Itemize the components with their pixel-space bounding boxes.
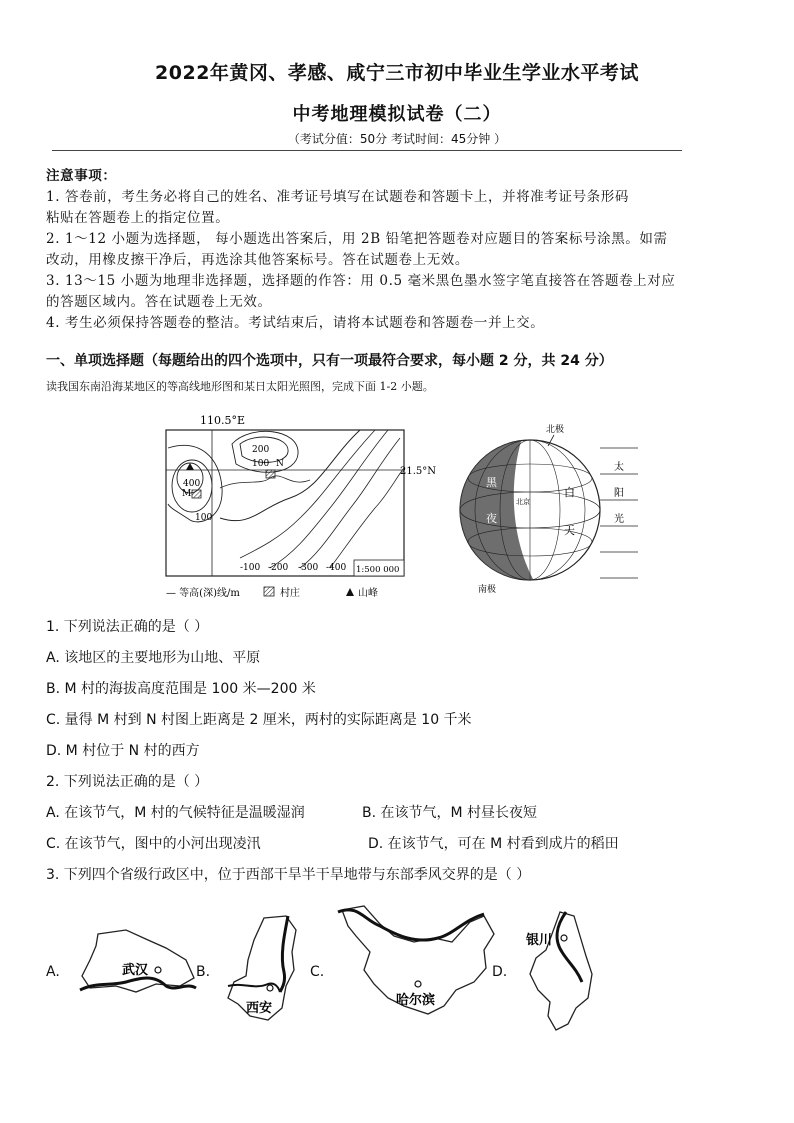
heilongjiang-map: [334, 902, 504, 1022]
depth-label: -300: [298, 563, 319, 573]
header-divider: [52, 150, 682, 151]
question-1: 1. 下列说法正确的是（ ）: [46, 619, 209, 635]
globe-figure: [450, 418, 640, 596]
contour-map-figure: [160, 408, 437, 604]
q2-option-d[interactable]: D. 在该节气，可在 M 村看到成片的稻田: [368, 836, 619, 852]
legend-peak: 山峰: [358, 588, 378, 599]
night-label-2: 夜: [486, 512, 497, 525]
legend-village: 村庄: [280, 588, 300, 599]
legend-contour: — 等高(深)线/m: [166, 588, 240, 599]
sun-label-1: 太: [614, 462, 624, 473]
label-100: 100: [252, 459, 270, 469]
q3-option-d[interactable]: D.: [492, 964, 508, 980]
village-m-icon: [192, 490, 201, 498]
city-yinchuan: 银川: [526, 933, 553, 948]
city-wuhan: 武汉: [122, 963, 149, 978]
notice-line: 2. 1～12 小题为选择题， 每小题选出答案后，用 2B 铅笔把答题卷对应题目的答案标号涂黑。如需: [46, 231, 668, 247]
label-400: 400: [183, 479, 201, 489]
q1-option-b[interactable]: B. M 村的海拔高度范围是 100 米—200 米: [46, 681, 316, 697]
notice-line: 粘贴在答题卷上的指定位置。: [46, 210, 230, 226]
north-pole-label: 北极: [546, 425, 565, 435]
q1-option-c[interactable]: C. 量得 M 村到 N 村图上距离是 2 厘米，两村的实际距离是 10 千米: [46, 712, 472, 728]
question-3: 3. 下列四个省级行政区中，位于西部干旱半干旱地带与东部季风交界的是（ ）: [46, 867, 531, 883]
longitude-label: 110.5°E: [200, 414, 246, 427]
city-harbin: 哈尔滨: [396, 993, 436, 1008]
q2-option-c[interactable]: C. 在该节气，图中的小河出现凌汛: [46, 836, 261, 852]
q1-option-a[interactable]: A. 该地区的主要地形为山地、平原: [46, 650, 261, 666]
ningxia-map: [516, 906, 600, 1036]
village-n-icon: [266, 470, 275, 478]
village-m-label: M: [182, 489, 192, 499]
day-label-1: 白: [564, 486, 575, 499]
sun-label-3: 光: [614, 514, 624, 525]
notice-line: 4. 考生必须保持答题卷的整洁。考试结束后，请将本试题卷和答题卷一并上交。: [46, 315, 545, 331]
exam-info: （考试分值：50分 考试时间：45分钟 ）: [287, 132, 507, 146]
scale-label: 1:500 000: [356, 565, 400, 575]
day-label-2: 天: [564, 524, 575, 537]
shaanxi-map: [224, 912, 310, 1024]
map-frame: [166, 430, 404, 576]
q2-option-a[interactable]: A. 在该节气，M 村的气候特征是温暖湿润: [46, 805, 305, 821]
night-label-1: 黑: [486, 476, 497, 489]
notice-line: 的答题区域内。答在试题卷上无效。: [46, 294, 272, 310]
notice-heading: 注意事项：: [46, 168, 117, 184]
legend-village-icon: [264, 587, 274, 596]
exam-subtitle: 中考地理模拟试卷（二）: [292, 104, 502, 125]
notice-line: 改动，用橡皮擦干净后，再选涂其他答案标号。答在试题卷上无效。: [46, 252, 469, 268]
section-intro: 读我国东南沿海某地区的等高线地形图和某日太阳光照图，完成下面 1-2 小题。: [46, 380, 434, 393]
q3-option-b[interactable]: B.: [196, 964, 211, 980]
beijing-label: 北京: [516, 498, 530, 506]
q1-option-d[interactable]: D. M 村位于 N 村的西方: [46, 743, 200, 759]
question-2: 2. 下列说法正确的是（ ）: [46, 774, 209, 790]
exam-title: 2022年黄冈、孝感、咸宁三市初中毕业生学业水平考试: [155, 62, 639, 84]
south-pole-label: 南极: [478, 585, 497, 595]
depth-label: -100: [240, 563, 261, 573]
label-200: 200: [252, 445, 270, 455]
village-n-label: N: [276, 459, 284, 469]
q2-option-b[interactable]: B. 在该节气，M 村昼长夜短: [362, 805, 538, 821]
latitude-label: 21.5°N: [400, 466, 437, 477]
city-xian: 西安: [246, 1001, 273, 1016]
hubei-map: [76, 926, 198, 1006]
label-100-b: 100: [195, 513, 213, 523]
section-heading: 一、单项选择题（每题给出的四个选项中，只有一项最符合要求，每小题 2 分，共 24 分）: [46, 353, 613, 369]
depth-label: -400: [326, 563, 347, 573]
legend-peak-icon: [346, 588, 354, 596]
sun-label-2: 阳: [614, 488, 624, 499]
q3-option-a[interactable]: A.: [46, 964, 60, 980]
depth-label: -200: [268, 563, 289, 573]
notice-line: 3. 13～15 小题为地理非选择题，选择题的作答：用 0.5 毫米黑色墨水签字笔直接答在答题卷上对应: [46, 273, 676, 289]
notice-line: 1. 答卷前，考生务必将自己的姓名、准考证号填写在试题卷和答题卡上，并将准考证号条形码: [46, 189, 629, 205]
q3-option-c[interactable]: C.: [310, 964, 325, 980]
